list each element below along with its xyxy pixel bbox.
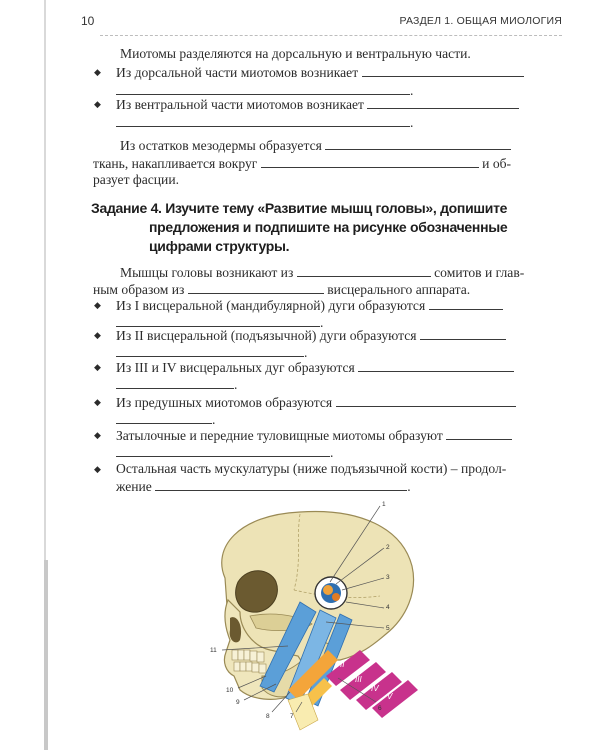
arch2-text: Из II висцеральной (подъязычной) дуги образуются xyxy=(116,328,417,343)
bullet-icon: ◆ xyxy=(94,464,101,474)
figure-label: 9 xyxy=(236,699,240,706)
myotome-dorsal-text: Из дорсальной части миотомов возникает xyxy=(116,65,359,80)
myotome-ventral-line-cont: . xyxy=(116,114,413,131)
mesoderm-line-3: разует фасции. xyxy=(93,172,180,187)
task-heading-line-3: цифрами структуры. xyxy=(149,238,290,254)
section-title: РАЗДЕЛ 1. ОБЩАЯ МИОЛОГИЯ xyxy=(399,15,562,27)
head-muscles-text-1a: Мышцы головы возникают из xyxy=(120,265,294,280)
myotome-dorsal-line-cont: . xyxy=(116,82,413,99)
figure-label: 5 xyxy=(386,625,390,632)
arch-label: III xyxy=(355,675,362,684)
remaining-line-cont: жение . xyxy=(116,479,411,494)
occipital-text: Затылочные и передние туловищные миотомы образуют xyxy=(116,428,443,443)
task-heading-line-2: предложения и подпишите на рисунке обозначенные xyxy=(149,219,508,235)
bullet-icon: ◆ xyxy=(94,397,101,407)
figure-label: 1 xyxy=(382,501,386,508)
myotome-ventral-text: Из вентральной части миотомов возникает xyxy=(116,97,364,112)
preotic-line-cont: . xyxy=(116,411,215,428)
arch1-text: Из I висцеральной (мандибулярной) дуги образуются xyxy=(116,298,426,313)
arch34-text: Из III и IV висцеральных дуг образуются xyxy=(116,360,355,375)
figure-label: 2 xyxy=(386,544,390,551)
arch2-line-cont: . xyxy=(116,344,307,361)
bullet-icon: ◆ xyxy=(94,430,101,440)
bullet-icon: ◆ xyxy=(94,300,101,310)
remaining-line: Остальная часть мускулатуры (ниже подъязычной кости) – продол- xyxy=(116,461,507,476)
occipital-line-cont: . xyxy=(116,444,333,461)
remaining-text-b: жение xyxy=(116,479,152,494)
mesoderm-text-1: Из остатков мезодермы образуется xyxy=(120,138,322,153)
task-heading-line-1: Задание 4. Изучите тему «Развитие мышц головы», допишите xyxy=(91,200,508,216)
preotic-text: Из предушных миотомов образуются xyxy=(116,395,333,410)
arch-label: II xyxy=(340,660,345,669)
head-muscles-text-1b: сомитов и глав- xyxy=(434,265,525,280)
bullet-icon: ◆ xyxy=(94,330,101,340)
figure-label: 6 xyxy=(378,705,382,712)
figure-label: 7 xyxy=(290,713,294,720)
ear-ossicles xyxy=(323,585,333,595)
arch1-line-cont: . xyxy=(116,314,323,331)
myotome-intro: Миотомы разделяются на дорсальную и вентральную части. xyxy=(120,46,471,61)
arch-label: IV xyxy=(371,684,379,693)
bullet-icon: ◆ xyxy=(94,67,101,77)
figure-label: 3 xyxy=(386,574,390,581)
page-number: 10 xyxy=(81,14,95,28)
figure-label: 4 xyxy=(386,604,390,611)
figure-label: 10 xyxy=(226,687,234,694)
head-muscles-text-2a: ным образом из xyxy=(93,282,185,297)
bullet-icon: ◆ xyxy=(94,362,101,372)
bullet-icon: ◆ xyxy=(94,99,101,109)
mesoderm-text-2b: и об- xyxy=(482,156,512,171)
mesoderm-text-2a: ткань, накапливается вокруг xyxy=(93,156,258,171)
head-muscles-text-2b: висцерального аппарата. xyxy=(327,282,471,297)
arch-label: V xyxy=(387,692,393,701)
figure-label: 8 xyxy=(266,713,270,720)
figure-label: 11 xyxy=(210,647,217,654)
arch34-line-cont: . xyxy=(116,376,237,393)
